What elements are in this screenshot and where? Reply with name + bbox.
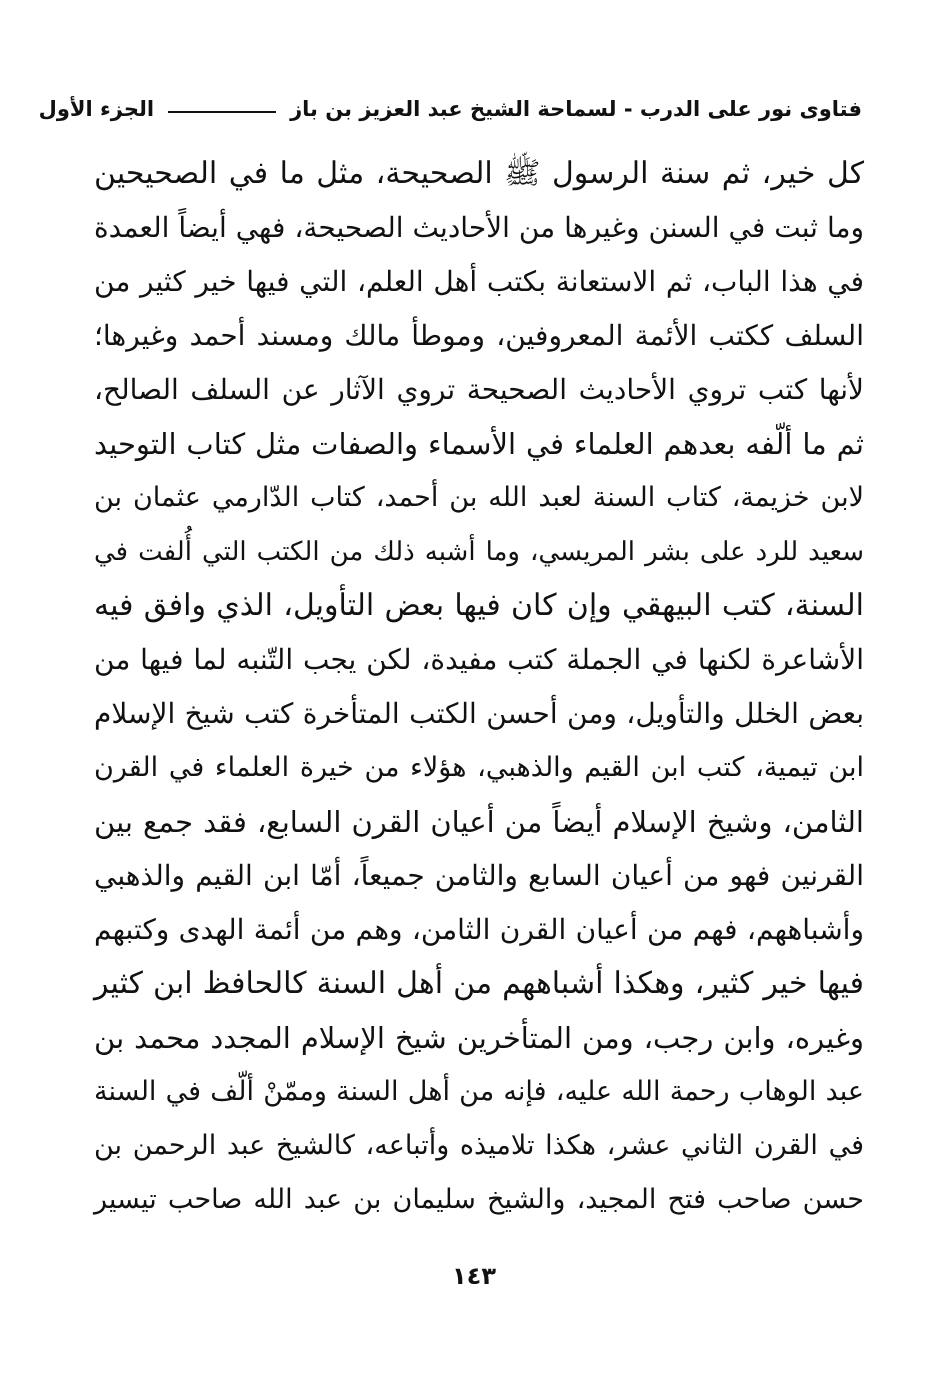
text-line: سعيد للرد على بشر المريسي، وما أشبه ذلك من الكتب التي أُلفت في	[94, 537, 864, 567]
text-line: وما ثبت في السنن وغيرها من الأحاديث الصحيحة، فهي أيضاً العمدة	[94, 211, 864, 244]
text-line: الأشاعرة لكنها في الجملة كتب مفيدة، لكن يجب التّنبه لما فيها من	[94, 643, 864, 676]
volume-title: الجزء الأول	[38, 97, 155, 121]
text-line: وغيره، وابن رجب، ومن المتأخرين شيخ الإسلام المجدد محمد بن	[94, 1021, 864, 1055]
text-line: عبد الوهاب رحمة الله عليه، فإنه من أهل السنة وممّنْ ألّف في السنة	[94, 1076, 864, 1107]
text-line: السلف ككتب الأئمة المعروفين، وموطأ مالك ومسند أحمد وغيرها؛	[94, 319, 864, 352]
running-header	[38, 88, 862, 130]
text-line: كل خير، ثم سنة الرسول ﷺ الصحيحة، مثل ما في الصحيحين	[94, 156, 864, 191]
header-rule	[168, 111, 276, 113]
body-text	[94, 147, 864, 1227]
book-title: فتاوى نور على الدرب - لسماحة الشيخ عبد العزيز بن باز	[290, 97, 862, 121]
text-line: القرنين فهو من أعيان السابع والثامن جميعاً، أمّا ابن القيم والذهبي	[94, 859, 864, 892]
text-line: بعض الخلل والتأويل، ومن أحسن الكتب المتأخرة كتب شيخ الإسلام	[94, 697, 864, 730]
text-line: ثم ما ألّفه بعدهم العلماء في الأسماء والصفات مثل كتاب التوحيد	[94, 427, 864, 461]
text-line: السنة، كتب البيهقي وإن كان فيها بعض التأويل، الذي وافق فيه	[94, 588, 864, 623]
text-line: لابن خزيمة، كتاب السنة لعبد الله بن أحمد، كتاب الدّارمي عثمان بن	[94, 482, 864, 513]
text-line: في هذا الباب، ثم الاستعانة بكتب أهل العلم، التي فيها خير كثير من	[94, 265, 864, 298]
text-line: الثامن، وشيخ الإسلام أيضاً من أعيان القرن السابع، فقد جمع بين	[94, 805, 864, 839]
text-line: في القرن الثاني عشر، هكذا تلاميذه وأتباعه، كالشيخ عبد الرحمن بن	[94, 1130, 864, 1161]
text-line: وأشباههم، فهم من أعيان القرن الثامن، وهم من أئمة الهدى وكتبهم	[94, 913, 864, 946]
page-number: ١٤٣	[452, 1262, 496, 1290]
text-line: ابن تيمية، كتب ابن القيم والذهبي، هؤلاء من خيرة العلماء في القرن	[94, 752, 864, 783]
text-line: حسن صاحب فتح المجيد، والشيخ سليمان بن عبد الله صاحب تيسير	[94, 1184, 864, 1215]
text-line: لأنها كتب تروي الأحاديث الصحيحة تروي الآثار عن السلف الصالح،	[94, 373, 864, 406]
text-line: فيها خير كثير، وهكذا أشباههم من أهل السنة كالحافظ ابن كثير	[94, 966, 864, 1001]
